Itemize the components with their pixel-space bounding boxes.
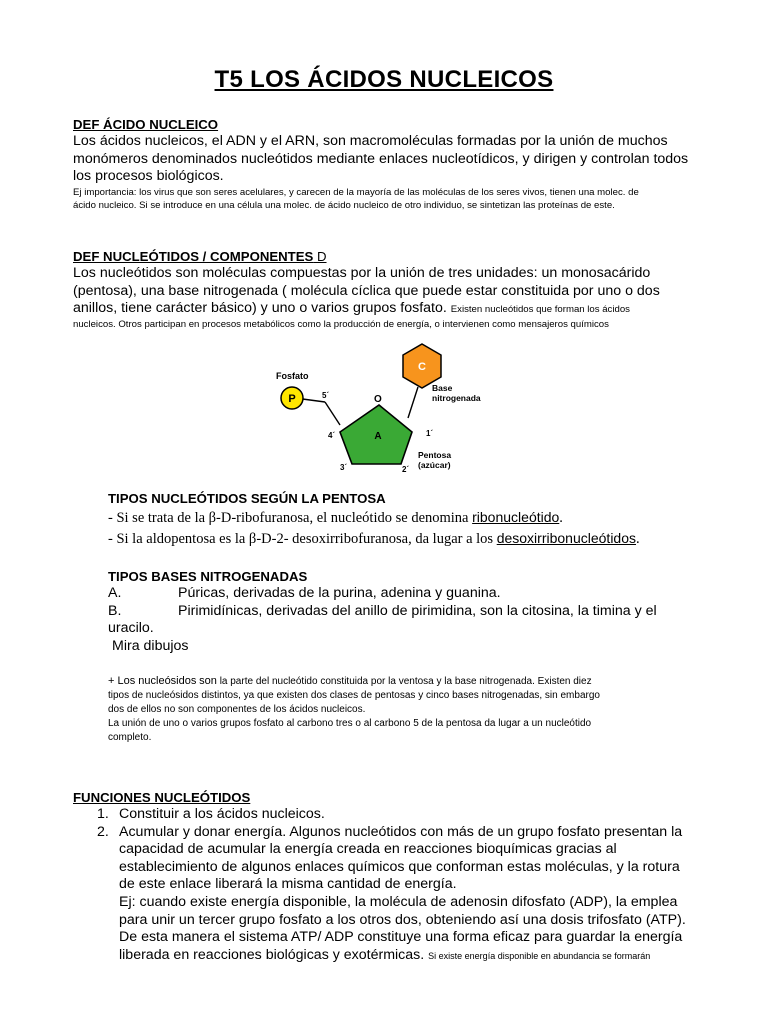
item-text: Pirimidínicas, derivadas del anillo de pirimidina, son la citosina, la timina y el <box>178 602 657 619</box>
para-line: (pentosa), una base nitrogenada ( molécula cíclica que puede estar constituida por uno o dos <box>73 282 660 299</box>
small-note-line: Ej importancia: los virus que son seres acelulares, y carecen de la mayoría de las moléculas de los seres vivos, tienen una molec. de <box>73 186 639 198</box>
section-tipos-pentosa <box>108 491 708 549</box>
item-text: Constituir a los ácidos nucleicos. <box>119 806 325 822</box>
nucleosidos-line: completo. <box>108 732 152 743</box>
nucleosidos-lead: + Los nucleósidos <box>108 675 197 687</box>
para-line <box>73 300 705 318</box>
list-item <box>73 806 705 824</box>
line-text: - Si se trata de la β-D-ribofuranosa, el nucleótido se denomina <box>108 510 469 526</box>
section-tipos-bases <box>108 569 708 655</box>
nucleosidos-line <box>108 674 708 689</box>
section-funciones <box>73 790 705 965</box>
carbon3-label: 3´ <box>340 463 348 472</box>
para-line: monómeros denominados nucleótidos mediante enlaces nucleotídicos, y dirigen y controlan todos <box>73 150 689 167</box>
oxygen-label: O <box>374 394 382 405</box>
item-line: De esta manera el sistema ATP/ ADP constituye una forma eficaz para guardar la energía <box>119 929 683 946</box>
nucleosidos-rest: la parte del nucleótido constituida por la ventosa y la base nitrogenada. Existen diez <box>219 676 592 687</box>
carbon4-label: 4´ <box>328 431 336 440</box>
carbon5-bond <box>325 402 340 425</box>
heading-text: DEF NUCLEÓTIDOS / COMPONENTES <box>73 249 314 264</box>
para-line: Los ácidos nucleicos, el ADN y el ARN, son macromoléculas formadas por la unión de muchos <box>73 133 668 149</box>
pentosa-line-desoxi <box>108 528 708 549</box>
fosfato-label: Fosfato <box>276 371 309 381</box>
base-bond <box>408 387 418 418</box>
line-text: - Si la aldopentosa es la β-D-2- desoxirribofuranosa, da lugar a los <box>108 531 494 547</box>
para-line: Los nucleótidos son moléculas compuestas por la unión de tres unidades: un monosacárido <box>73 265 651 281</box>
section-def-acido <box>73 117 705 212</box>
pentosa-label-line1: Pentosa <box>418 450 452 460</box>
base-label-line2: nitrogenada <box>432 393 481 403</box>
heading-tail: D <box>317 249 327 264</box>
carbon1-label: 1´ <box>426 429 434 438</box>
item-line: de este enlace liberará la misma cantidad de energía. <box>119 876 457 893</box>
pentosa-line-ribo <box>108 507 708 528</box>
nucleosidos-line: La unión de uno o varios grupos fosfato al carbono tres o al carbono 5 de la pentosa da lugar a un nucleótido <box>108 718 592 729</box>
heading-funciones: FUNCIONES NUCLEÓTIDOS <box>73 790 251 805</box>
pentose-letter: A <box>374 431 382 442</box>
inline-small-note: Existen nucleótidos que forman los ácidos <box>450 304 630 315</box>
line-end: . <box>559 510 563 526</box>
item-number: 2. <box>97 823 109 840</box>
item-label: B. <box>108 602 122 619</box>
mira-dibujos: Mira dibujos <box>112 637 189 654</box>
item-line: Acumular y donar energía. Algunos nucleótidos con más de un grupo fosfato presentan la <box>119 823 683 840</box>
heading-tipos-bases: TIPOS BASES NITROGENADAS <box>108 569 308 584</box>
item-line-small: Si existe energía disponible en abundancia se formarán <box>428 950 651 961</box>
item-line: capacidad de acumular la energía creada en reacciones bioquímicas gracias al <box>119 841 617 858</box>
base-letter: C <box>418 361 426 373</box>
base-label-line1: Base <box>432 383 453 393</box>
nucleosidos-line: tipos de nucleósidos distintos, ya que existen dos clases de pentosas y cinco bases nitrogenadas, sin embargo <box>108 690 600 701</box>
small-note-line: ácido nucleico. Si se introduce en una célula una molec. de ácido nucleico de otro individuo, se sintetizan las proteínas de este. <box>73 199 615 211</box>
heading-def-acido: DEF ÁCIDO NUCLEICO <box>73 117 219 132</box>
ribonucleotido-link[interactable]: ribonucleótido <box>472 509 560 525</box>
item-line: Ej: cuando existe energía disponible, la molécula de adenosin difosfato (ADP), la emplea <box>119 893 678 910</box>
carbon2-label: 2´ <box>402 465 410 474</box>
page-title: T5 LOS ÁCIDOS NUCLEICOS <box>214 66 554 93</box>
phosphate-letter: P <box>288 393 296 405</box>
desoxirribonucleotido-link[interactable]: desoxirribonucleótidos <box>496 530 637 546</box>
section-def-nucleotidos <box>73 249 705 331</box>
item-text-cont: uracilo. <box>108 620 154 636</box>
small-note-line: nucleicos. Otros participan en procesos metabólicos como la producción de energía, o intervienen como mensajeros químicos <box>73 318 609 330</box>
line-end: . <box>636 531 640 547</box>
item-line: para unir un tercer grupo fosfato a los otros dos, obteniendo así una dosis trifosfato (ATP). <box>119 911 686 928</box>
item-line: establecimiento de algunos enlaces químicos que conforman estas moléculas, y la rotura <box>119 858 680 875</box>
nucleosidos-son: son <box>199 675 217 687</box>
item-text: Púricas, derivadas de la purina, adenina y guanina. <box>178 585 501 601</box>
heading-def-nucleotidos <box>73 249 705 265</box>
nucleosidos-line: dos de ellos no son componentes de los ácidos nucleicos. <box>108 704 366 715</box>
funciones-list <box>73 806 705 965</box>
section-nucleosidos <box>108 674 708 745</box>
item-line <box>119 947 705 966</box>
base-item-b <box>108 603 708 621</box>
item-number: 1. <box>97 806 109 822</box>
carbon5-label: 5´ <box>322 391 330 400</box>
item-label: A. <box>108 585 122 601</box>
para-text: anillos, tiene carácter básico) y uno o varios grupos fosfato. <box>73 300 447 316</box>
list-item <box>73 824 705 966</box>
item-line-text: liberada en reacciones biológicas y exotérmicas. <box>119 946 425 963</box>
nucleotide-diagram <box>270 340 500 480</box>
para-line: los procesos biológicos. <box>73 168 224 184</box>
heading-tipos-pentosa: TIPOS NUCLEÓTIDOS SEGÚN LA PENTOSA <box>108 491 386 506</box>
pentosa-label-line2: (azúcar) <box>418 460 451 470</box>
base-item-a <box>108 585 708 603</box>
